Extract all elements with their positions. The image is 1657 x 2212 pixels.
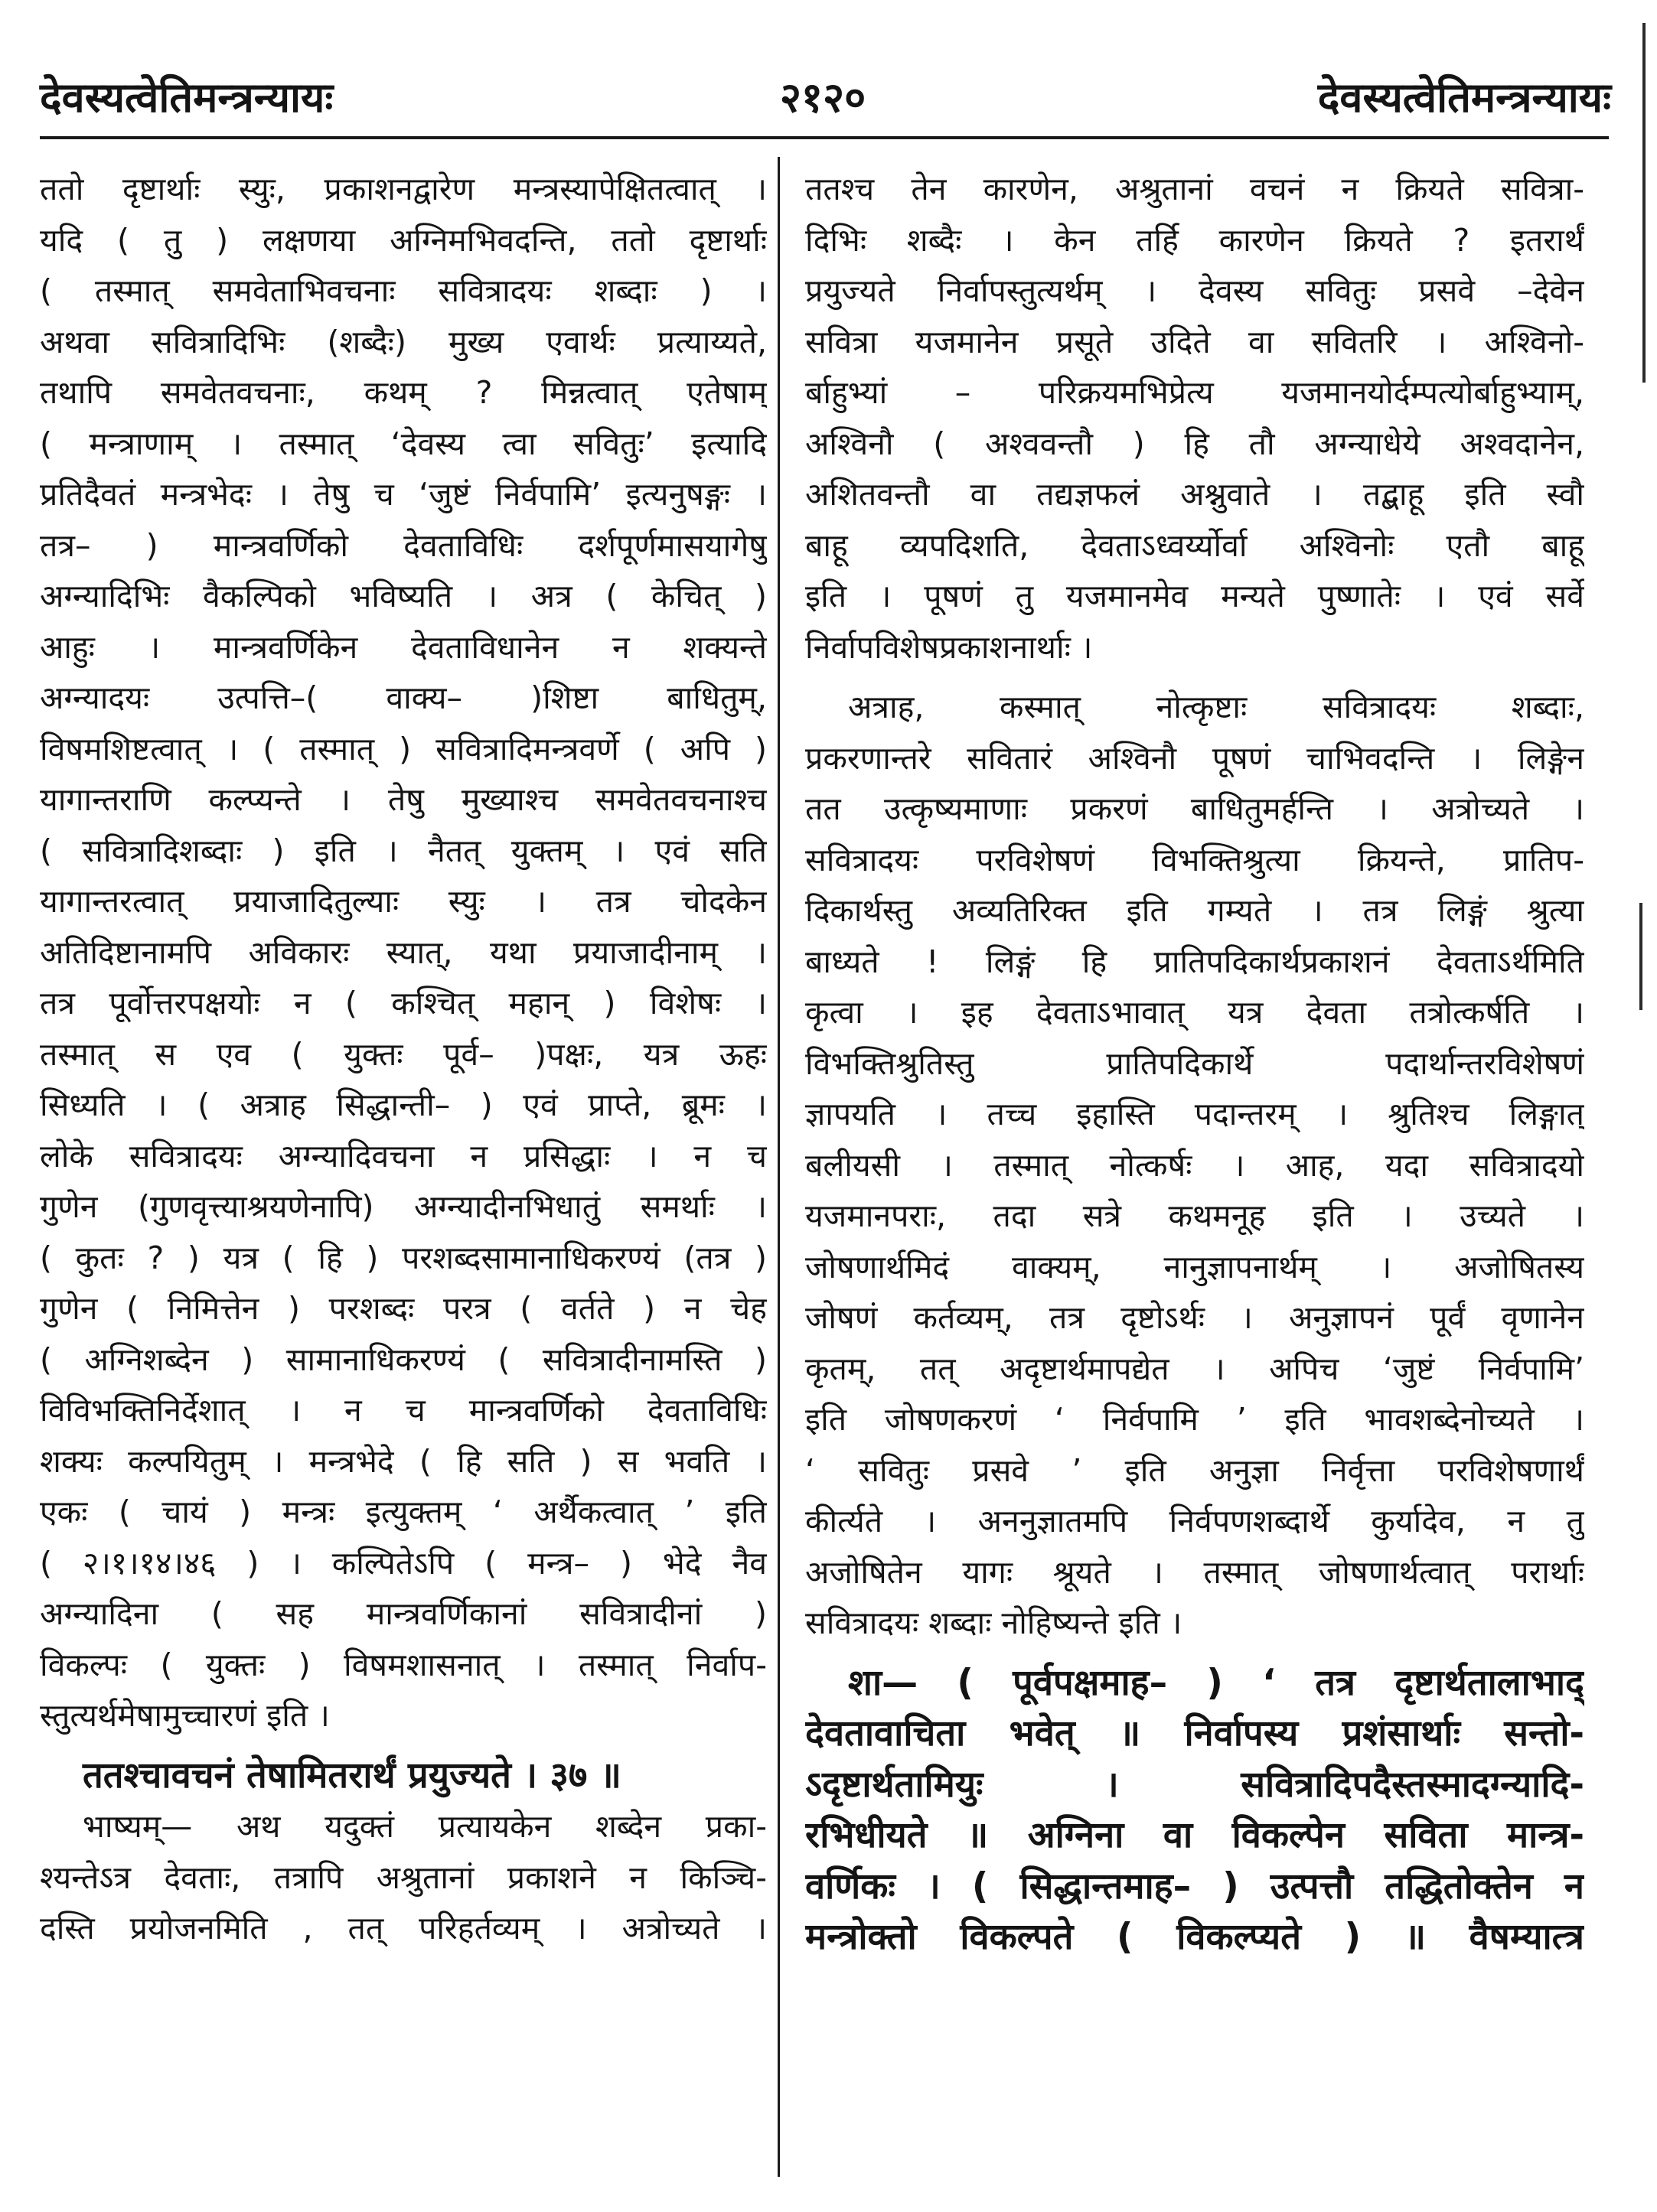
text-line: दस्ति प्रयोजनमिति , तत् परिहर्तव्यम् । अत्रोच्यते । <box>40 1910 767 1946</box>
text-line: ( अग्निशब्देन ) सामानाधिकरण्यं ( सवित्रादीनामस्ति ) <box>40 1341 767 1378</box>
bhashya-block <box>40 1801 767 1954</box>
header-rule <box>40 136 1609 139</box>
text-line: शा— ( पूर्वपक्षमाह– ) ‘ तत्र दृष्टार्थतालाभाद् <box>848 1661 1584 1704</box>
scan-edge-mark <box>1639 903 1642 1010</box>
scan-edge-mark <box>1642 23 1646 383</box>
text-line: ततो दृष्टार्थाः स्युः, प्रकाशनद्वारेण मन्त्रस्यापेक्षितत्वात् । <box>40 171 767 207</box>
text-line: गुणेन (गुणवृत्त्याश्रयणेनापि) अग्न्यादीनभिधातुं समर्थाः । <box>40 1188 767 1225</box>
text-line: सवित्रा यजमानेन प्रसूते उदिते वा सवितरि । अश्विनो- <box>805 323 1584 360</box>
text-line: अजोषितेन यागः श्रूयते । तस्मात् जोषणार्थत्वात् परार्थाः <box>805 1553 1584 1591</box>
text-line: ऽदृष्टार्थतामियुः । सवित्रादिपदैस्तस्मादग्न्यादि- <box>805 1763 1584 1806</box>
text-line: प्रतिदैवतं मन्त्रभेदः । तेषु च ‘जुष्टं निर्वपामि’ इत्यनुषङ्गः । <box>40 476 767 513</box>
text-line: सवित्रादयः परविशेषणं विभक्तिश्रुत्या क्रियन्ते, प्रातिप- <box>805 841 1584 878</box>
text-line: कृतम्, तत् अदृष्टार्थमापद्येत । अपिच ‘जुष्टं निर्वपामि’ <box>805 1350 1584 1387</box>
text-line: ( तस्मात् समवेताभिवचनाः सवित्रादयः शब्दाः ) । <box>40 272 767 309</box>
text-line: एकः ( चायं ) मन्त्रः इत्युक्तम् ‘ अर्थैकत्वात् ’ इति <box>40 1494 767 1530</box>
text-line: अग्न्यादयः उत्पत्ति–( वाक्य– )शिष्टा बाधितुम्, <box>40 679 767 716</box>
left-column-body <box>40 164 767 1741</box>
text-line: अतिदिष्टानामपि अविकारः स्यात्, यथा प्रयाजादीनाम् । <box>40 933 767 971</box>
text-line: यागान्तराणि कल्प्यन्ते । तेषु मुख्याश्च समवेतवचनाश्च <box>40 781 767 818</box>
text-line: इति । पूषणं तु यजमानमेव मन्यते पुष्णातेः । एवं सर्वे <box>805 578 1584 614</box>
text-line: ( मन्त्राणाम् । तस्मात् ‘देवस्य त्वा सवितुः’ इत्यादि <box>40 425 767 462</box>
text-line: वर्णिकः । ( सिद्धान्तमाह– ) उत्पत्तौ तद्धितोक्तेन न <box>805 1865 1584 1907</box>
text-line: ‘ सवितुः प्रसवे ’ इति अनुज्ञा निर्वृत्ता परविशेषणार्थं <box>805 1451 1584 1489</box>
column-divider <box>778 157 780 2177</box>
text-line: तथापि समवेतवचनाः, कथम् ? मिन्नत्वात् एतेषाम् <box>40 374 767 411</box>
text-line: विषमशिष्टत्वात् । ( तस्मात् ) सवित्रादिमन्त्रवर्णे ( अपि ) <box>40 730 767 767</box>
text-line: श्यन्तेऽत्र देवताः, तत्रापि अश्रुतानां प्रकाशने न किञ्चि- <box>40 1859 767 1896</box>
text-line: गुणेन ( निमित्तेन ) परशब्दः परत्र ( वर्तते ) न चेह <box>40 1290 767 1327</box>
sutra: ततश्चावचनं तेषामितरार्थं प्रयुज्यते । ३७ ॥ <box>83 1754 621 1797</box>
text-line: ज्ञापयति । तच्च इहास्ति पदान्तरम् । श्रुतिश्च लिङ्गात् <box>805 1096 1584 1132</box>
text-line: ( सवित्रादिशब्दाः ) इति । नैतत् युक्तम् । एवं सति <box>40 832 767 869</box>
text-line: यजमानपराः, तदा सत्रे कथमनूह इति । उच्यते । <box>805 1197 1584 1234</box>
text-line: बाध्यते ! लिङ्गं हि प्रातिपदिकार्थप्रकाशनं देवताऽर्थमिति <box>805 943 1584 980</box>
text-line: प्रकरणान्तरे सवितारं अश्विनौ पूषणं चाभिवदन्ति । लिङ्गेन <box>805 739 1584 777</box>
right-column-paragraph-2 <box>805 682 1584 1649</box>
text-line: यदि ( तु ) लक्षणया अग्निमभिवदन्ति, ततो दृष्टार्थाः <box>40 221 767 259</box>
text-line: अग्न्यादिभिः वैकल्पिको भविष्यति । अत्र ( केचित् ) <box>40 578 767 614</box>
text-line: अशितवन्तौ वा तद्यज्ञफलं अश्नुवाते । तद्बाहू इति स्वौ <box>805 476 1584 513</box>
left-column <box>40 164 767 1954</box>
shastradipika-block <box>805 1658 1584 1963</box>
text-line: शक्यः कल्पयितुम् । मन्त्रभेदे ( हि सति ) स भवति । <box>40 1442 767 1480</box>
text-line: कृत्वा । इह देवताऽभावात् यत्र देवता तत्रोत्कर्षति । <box>805 994 1584 1031</box>
text-line: रभिधीयते ॥ अग्निना वा विकल्पेन सविता मान्त्र- <box>805 1814 1584 1856</box>
text-line: मन्त्रोक्तो विकल्पते ( विकल्प्यते ) ॥ वैषम्यात्त्र <box>805 1916 1584 1958</box>
text-line: अग्न्यादिना ( सह मान्त्रवर्णिकानां सवित्रादीनां ) <box>40 1595 767 1632</box>
text-line: अथवा सवित्रादिभिः (शब्दैः) मुख्य एवार्थः प्रत्याय्यते, <box>40 323 767 360</box>
text-line: इति जोषणकरणं ‘ निर्वपामि ’ इति भावशब्देनोच्यते । <box>805 1401 1584 1438</box>
running-head-left: देवस्यत्वेतिमन्त्रन्यायः <box>40 73 334 122</box>
text-line: दिभिः शब्दैः । केन तर्हि कारणेन क्रियते ? इतरार्थं <box>805 221 1584 259</box>
text-line: तस्मात् स एव ( युक्तः पूर्व– )पक्षः, यत्र ऊहः <box>40 1035 767 1073</box>
text-line: विविभक्तिनिर्देशात् । न च मान्त्रवर्णिको देवताविधिः <box>40 1392 767 1429</box>
text-line: लोके सवित्रादयः अग्न्यादिवचना न प्रसिद्धाः । न च <box>40 1137 767 1174</box>
text-line: बलीयसी । तस्मात् नोत्कर्षः । आह, यदा सवित्रादयो <box>805 1146 1584 1184</box>
right-column <box>805 164 1584 1963</box>
text-line: दिकार्थस्तु अव्यतिरिक्त इति गम्यते । तत्र लिङ्गं श्रुत्या <box>805 892 1584 929</box>
text-line: जोषणं कर्तव्यम्, तत्र दृष्टोऽर्थः । अनुज्ञापनं पूर्वं वृणानेन <box>805 1299 1584 1336</box>
text-line: जोषणार्थमिदं वाक्यम्, नानुज्ञापनार्थम् । अजोषितस्य <box>805 1248 1584 1285</box>
text-line: भाष्यम्— अथ यदुक्तं प्रत्यायकेन शब्देन प्रका- <box>83 1808 767 1845</box>
text-line: अत्राह, कस्मात् नोत्कृष्टाः सवित्रादयः शब्दाः, <box>848 689 1584 725</box>
text-line: यागान्तरत्वात् प्रयाजादितुल्याः स्युः । तत्र चोदकेन <box>40 883 767 920</box>
text-line: देवतावाचिता भवेत् ॥ निर्वापस्य प्रशंसार्थाः सन्तो- <box>805 1712 1584 1754</box>
text-line: तत उत्कृष्यमाणाः प्रकरणं बाधितुमर्हन्ति । अत्रोच्यते । <box>805 790 1584 827</box>
text-line: प्रयुज्यते निर्वापस्तुत्यर्थम् । देवस्य सवितुः प्रसवे –देवेन <box>805 272 1584 309</box>
text-line: स्तुत्यर्थमेषामुच्चारणं इति । <box>40 1697 330 1734</box>
text-line: अश्विनौ ( अश्ववन्तौ ) हि तौ अग्न्याधेये अश्वदानेन, <box>805 425 1584 462</box>
text-line: ततश्च तेन कारणेन, अश्रुतानां वचनं न क्रियते सवित्रा- <box>805 171 1584 207</box>
text-line: ( कुतः ? ) यत्र ( हि ) परशब्दसामानाधिकरण्यं (तत्र ) <box>40 1239 767 1276</box>
text-line: ( २।१।१४।४६ ) । कल्पितेऽपि ( मन्त्र– ) भेदे नैव <box>40 1544 767 1582</box>
text-line: तत्र– ) मान्त्रवर्णिको देवताविधिः दर्शपूर्णमासयागेषु <box>40 526 767 564</box>
text-line: कीर्त्यते । अननुज्ञातमपि निर्वपणशब्दार्थे कुर्यादेव, न तु <box>805 1503 1584 1539</box>
text-line: निर्वापविशेषप्रकाशनार्थाः । <box>805 628 1093 666</box>
running-head-right: देवस्यत्वेतिमन्त्रन्यायः <box>1317 73 1611 122</box>
right-column-paragraph-1 <box>805 164 1584 673</box>
text-line: विकल्पः ( युक्तः ) विषमशासनात् । तस्मात् निर्वाप- <box>40 1646 767 1683</box>
text-line: बाहू व्यपदिशति, देवताऽध्वर्य्योर्वा अश्विनोः एतौ बाहू <box>805 526 1584 564</box>
text-line: विभक्तिश्रुतिस्तु प्रातिपदिकार्थे पदार्थान्तरविशेषणं <box>805 1044 1584 1082</box>
page-number: २१२० <box>779 73 866 122</box>
text-line: सिध्यति । ( अत्राह सिद्धान्ती– ) एवं प्राप्ते, ब्रूमः । <box>40 1086 767 1123</box>
text-line: र्बाहुभ्यां – परिक्रयमभिप्रेत्य यजमानयोर्दम्पत्योर्बाहुभ्याम्, <box>805 374 1584 411</box>
text-line: आहुः । मान्त्रवर्णिकेन देवताविधानेन न शक्यन्ते <box>40 628 767 666</box>
text-line: तत्र पूर्वोत्तरपक्षयोः न ( कश्चित् महान् ) विशेषः । <box>40 985 767 1021</box>
text-line: सवित्रादयः शब्दाः नोहिष्यन्ते इति । <box>805 1604 1182 1641</box>
